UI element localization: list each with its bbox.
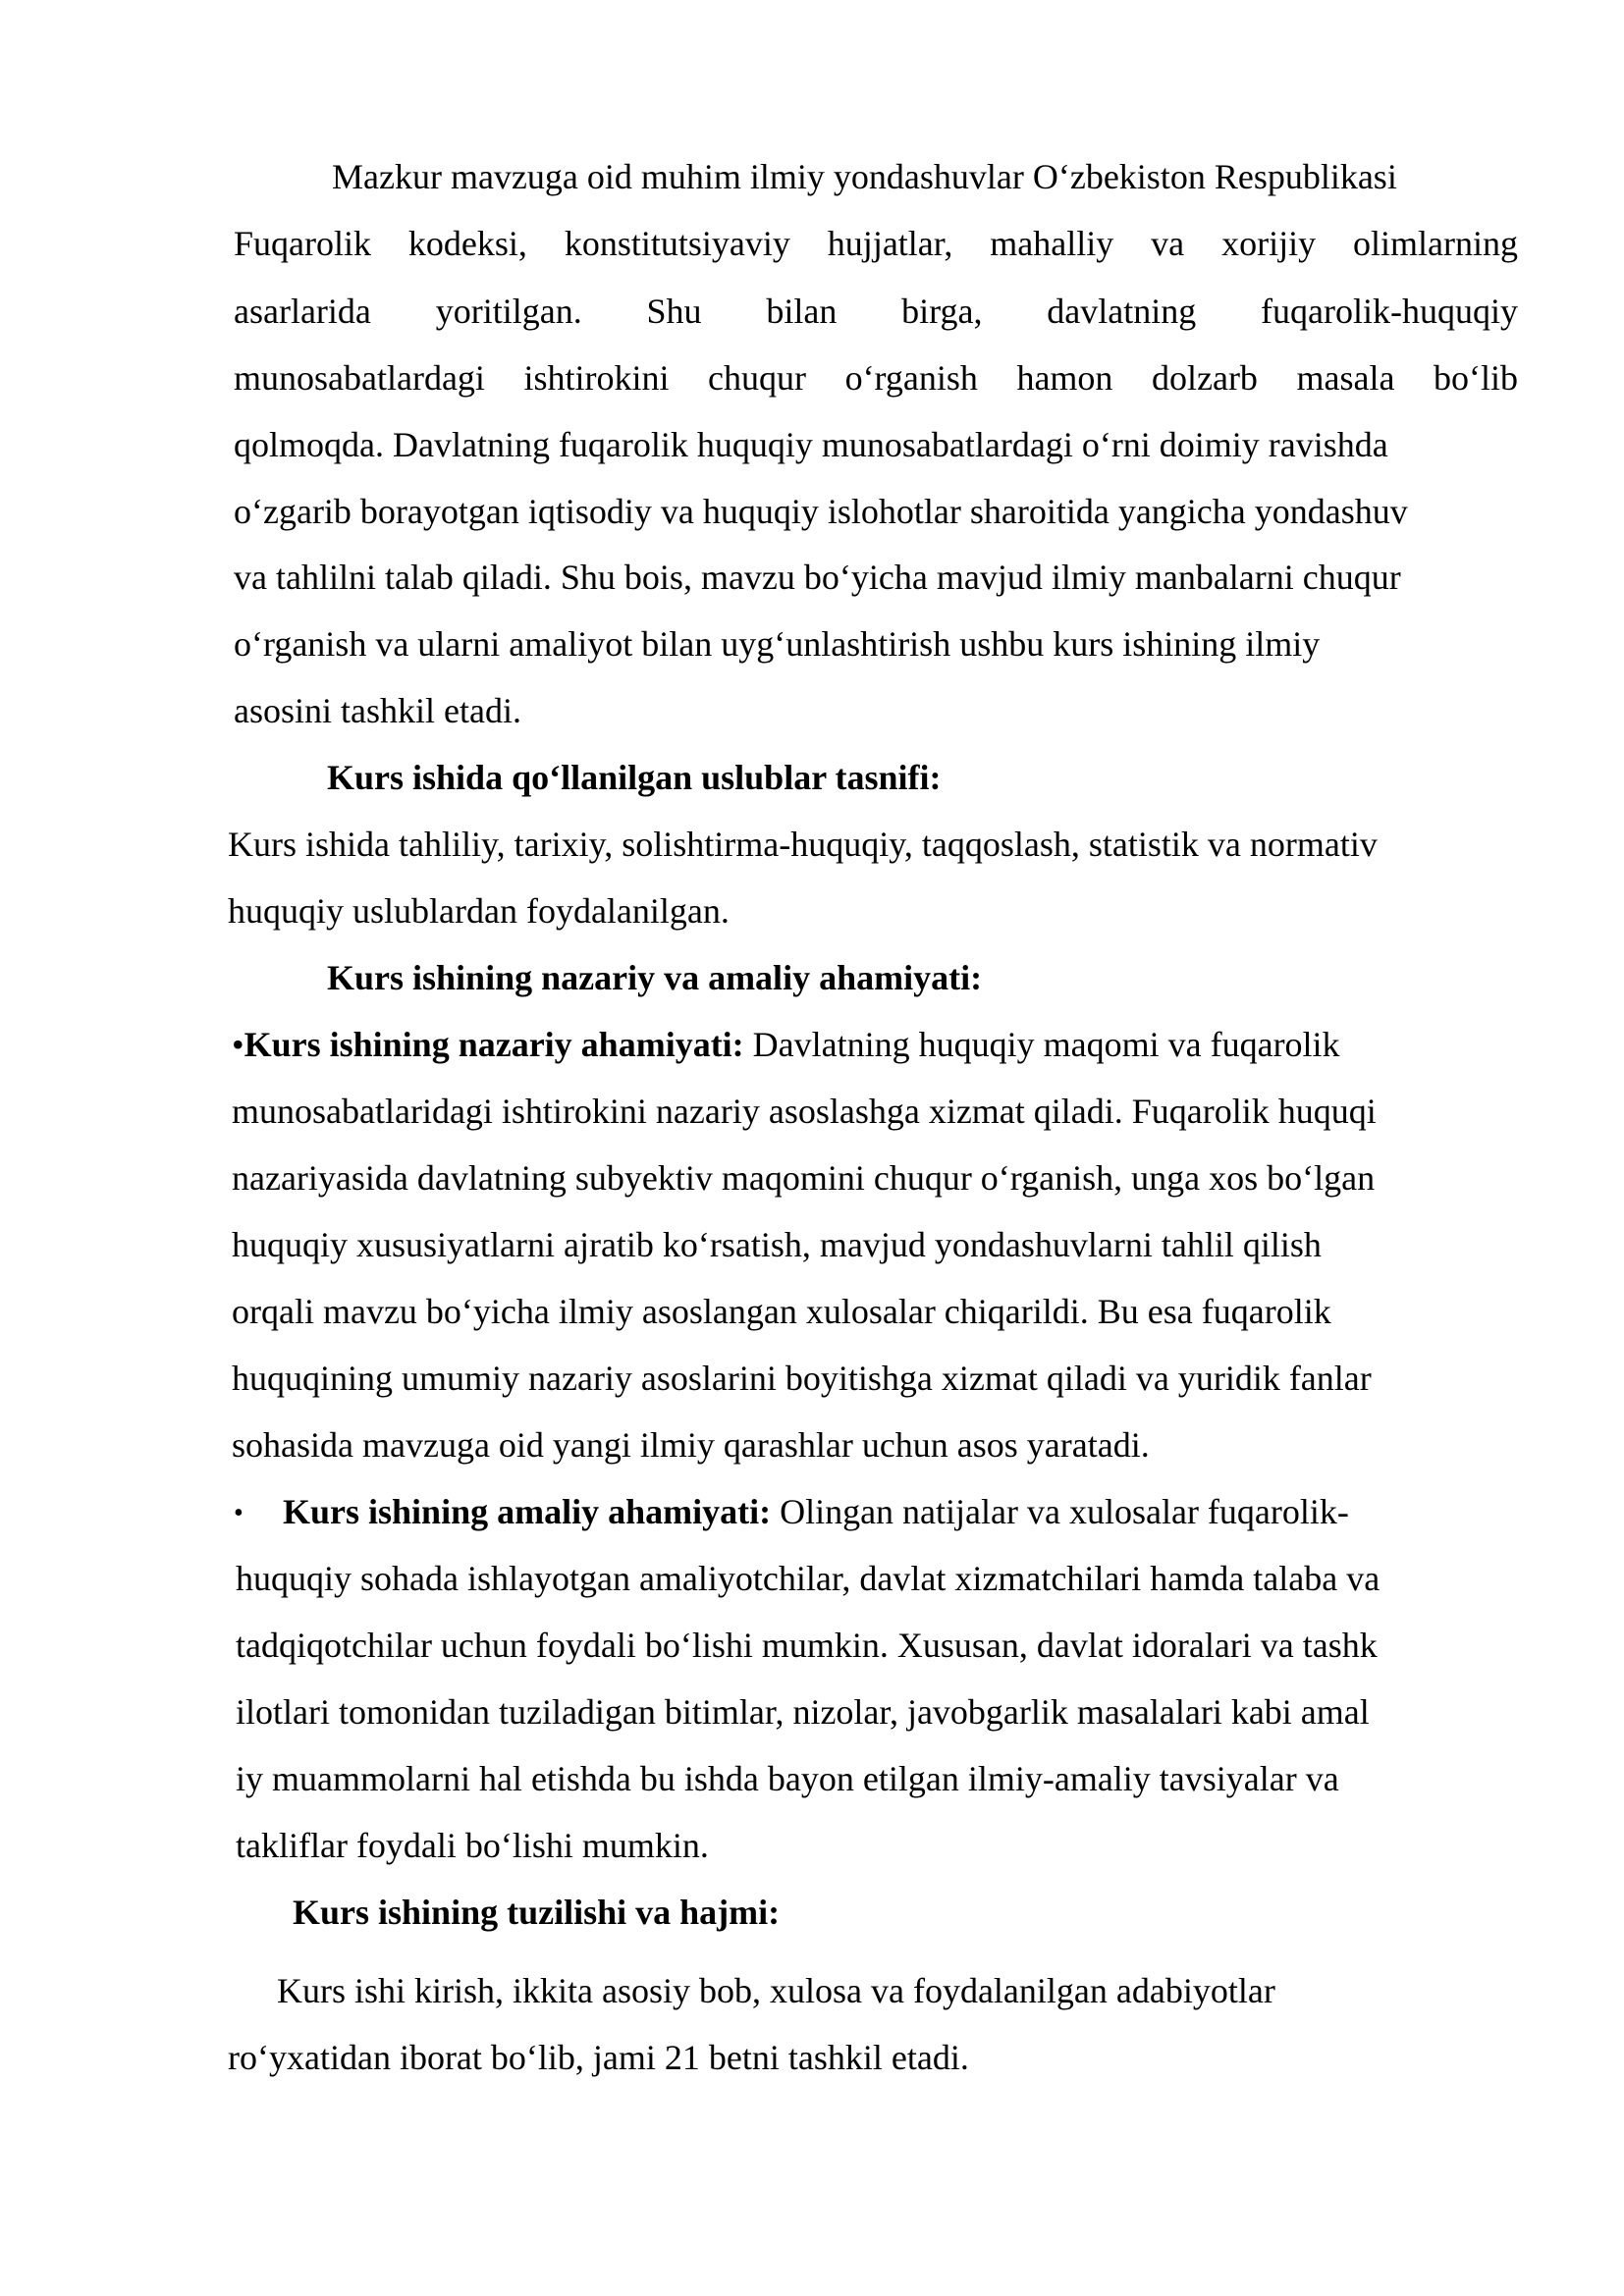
practical-line-5: iy muammolarni hal etishda bu ishda bayon etilgan ilmiy-amaliy tavsiyalar va bbox=[236, 1759, 1339, 1798]
practical-line-2: huquqiy sohada ishlayotgan amaliyotchilar, davlat xizmatchilari hamda talaba va bbox=[236, 1559, 1380, 1598]
methods-line-1: Kurs ishida tahliliy, tarixiy, solishtirma-huquqiy, taqqoslash, statistik va normativ bbox=[228, 825, 1378, 864]
intro-line-4: munosabatlardagi ishtirokini chuqur o‘rganish hamon dolzarb masala bo‘lib bbox=[234, 358, 1518, 398]
bullet-point: • bbox=[232, 1025, 244, 1064]
intro-line-9: asosini tashkil etadi. bbox=[234, 691, 521, 730]
intro-line-1: Mazkur mavzuga oid muhim ilmiy yondashuvlar O‘zbekiston Respublikasi bbox=[332, 157, 1397, 196]
theoretical-line-6: huquqining umumiy nazariy asoslarini boyitishga xizmat qiladi va yuridik fanlar bbox=[232, 1359, 1372, 1398]
methods-heading: Kurs ishida qo‘llanilgan uslublar tasnifi: bbox=[327, 758, 942, 797]
practical-line-6: takliflar foydali bo‘lishi mumkin. bbox=[236, 1826, 709, 1865]
structure-line-2: ro‘yxatidan iborat bo‘lib, jami 21 betni tashkil etadi. bbox=[228, 2038, 969, 2077]
theoretical-line-4: huquqiy xususiyatlarni ajratib ko‘rsatish, mavjud yondashuvlarni tahlil qilish bbox=[232, 1225, 1322, 1264]
structure-line-1: Kurs ishi kirish, ikkita asosiy bob, xulosa va foydalanilgan adabiyotlar bbox=[277, 1971, 1275, 2010]
intro-line-5: qolmoqda. Davlatning fuqarolik huquqiy munosabatlardagi o‘rni doimiy ravishda bbox=[234, 425, 1388, 464]
intro-line-3: asarlarida yoritilgan. Shu bilan birga, davlatning fuqarolik-huquqiy bbox=[234, 292, 1518, 331]
theoretical-first-line bbox=[232, 1023, 1340, 1066]
theoretical-line-7: sohasida mavzuga oid yangi ilmiy qarashlar uchun asos yaratadi. bbox=[232, 1425, 1150, 1465]
theoretical-label: Kurs ishining nazariy ahamiyati: bbox=[244, 1025, 744, 1064]
intro-line-8: o‘rganish va ularni amaliyot bilan uyg‘unlashtirish ushbu kurs ishining ilmiy bbox=[234, 624, 1321, 664]
theoretical-line-3: nazariyasida davlatning subyektiv maqomini chuqur o‘rganish, unga xos bo‘lgan bbox=[232, 1158, 1376, 1198]
structure-heading: Kurs ishining tuzilishi va hajmi: bbox=[293, 1893, 781, 1932]
intro-line-7: va tahlilni talab qiladi. Shu bois, mavzu bo‘yicha mavjud ilmiy manbalarni chuqur bbox=[234, 558, 1401, 597]
bullet-point: • bbox=[234, 1498, 244, 1528]
practical-line-4: ilotlari tomonidan tuziladigan bitimlar, nizolar, javobgarlik masalalari kabi amal bbox=[236, 1692, 1370, 1732]
practical-line-3: tadqiqotchilar uchun foydali bo‘lishi mumkin. Xususan, davlat idoralari va tashk bbox=[236, 1626, 1378, 1665]
practical-first-line-text: Olingan natijalar va xulosalar fuqarolik- bbox=[771, 1492, 1349, 1531]
significance-heading: Kurs ishining nazariy va amaliy ahamiyati: bbox=[327, 958, 983, 997]
practical-first-line bbox=[283, 1490, 1349, 1533]
methods-line-2: huquqiy uslublardan foydalanilgan. bbox=[228, 891, 730, 931]
theoretical-first-line-text: Davlatning huquqiy maqomi va fuqarolik bbox=[743, 1025, 1340, 1064]
intro-line-2: Fuqarolik kodeksi, konstitutsiyaviy hujjatlar, mahalliy va xorijiy olimlarning bbox=[234, 224, 1518, 263]
intro-line-6: o‘zgarib borayotgan iqtisodiy va huquqiy islohotlar sharoitida yangicha yondashuv bbox=[234, 492, 1408, 531]
theoretical-line-5: orqali mavzu bo‘yicha ilmiy asoslangan xulosalar chiqarildi. Bu esa fuqarolik bbox=[232, 1292, 1331, 1331]
theoretical-line-2: munosabatlaridagi ishtirokini nazariy asoslashga xizmat qiladi. Fuqarolik huquqi bbox=[232, 1092, 1377, 1131]
practical-label: Kurs ishining amaliy ahamiyati: bbox=[283, 1492, 772, 1531]
